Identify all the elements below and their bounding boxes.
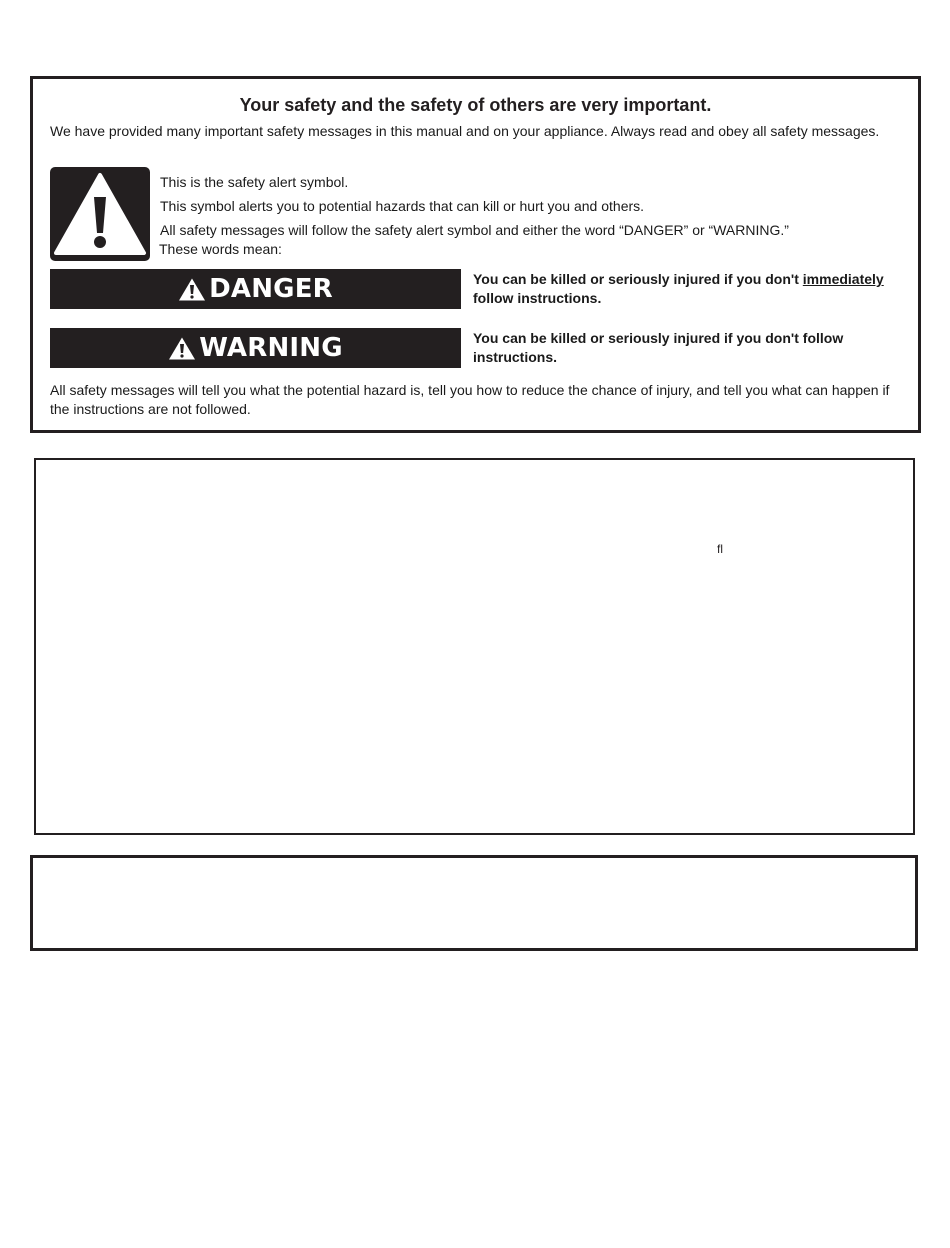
alert-words-description: All safety messages will follow the safety alert symbol and either the word “DANGER” or “WARNING.” xyxy=(160,222,789,238)
warning-label: WARNING xyxy=(199,333,343,363)
content-box-secondary xyxy=(30,855,918,951)
danger-desc-end: follow instructions. xyxy=(473,290,602,306)
danger-desc-text: You can be killed or seriously injured if you don't xyxy=(473,271,803,287)
safety-heading: Your safety and the safety of others are very important. xyxy=(239,95,712,115)
danger-description xyxy=(473,270,913,308)
safety-alert-symbol-icon xyxy=(50,167,150,261)
alert-symbol-description: This is the safety alert symbol. xyxy=(160,174,349,190)
safety-info-box xyxy=(30,76,921,433)
ligature-glyph: ﬂ xyxy=(717,542,723,556)
danger-banner xyxy=(50,269,461,309)
alert-hazard-description: This symbol alerts you to potential hazards that can kill or hurt you and others. xyxy=(160,198,645,214)
alert-triangle-icon xyxy=(178,277,206,302)
safety-outro: All safety messages will tell you what the potential hazard is, tell you how to reduce the chance of injury, and tell you what can happen if the instructions are not followed. xyxy=(50,382,890,417)
warning-banner xyxy=(50,328,461,368)
words-mean-label: These words mean: xyxy=(159,241,282,257)
warning-description: You can be killed or seriously injured if you don't follow instructions. xyxy=(473,330,844,365)
danger-label: DANGER xyxy=(209,274,333,304)
content-box xyxy=(34,458,915,835)
danger-desc-emphasis: immediately xyxy=(802,271,884,287)
alert-triangle-icon xyxy=(168,336,196,361)
safety-intro: We have provided many important safety messages in this manual and on your appliance. Always read and obey all safety messages. xyxy=(50,123,880,139)
